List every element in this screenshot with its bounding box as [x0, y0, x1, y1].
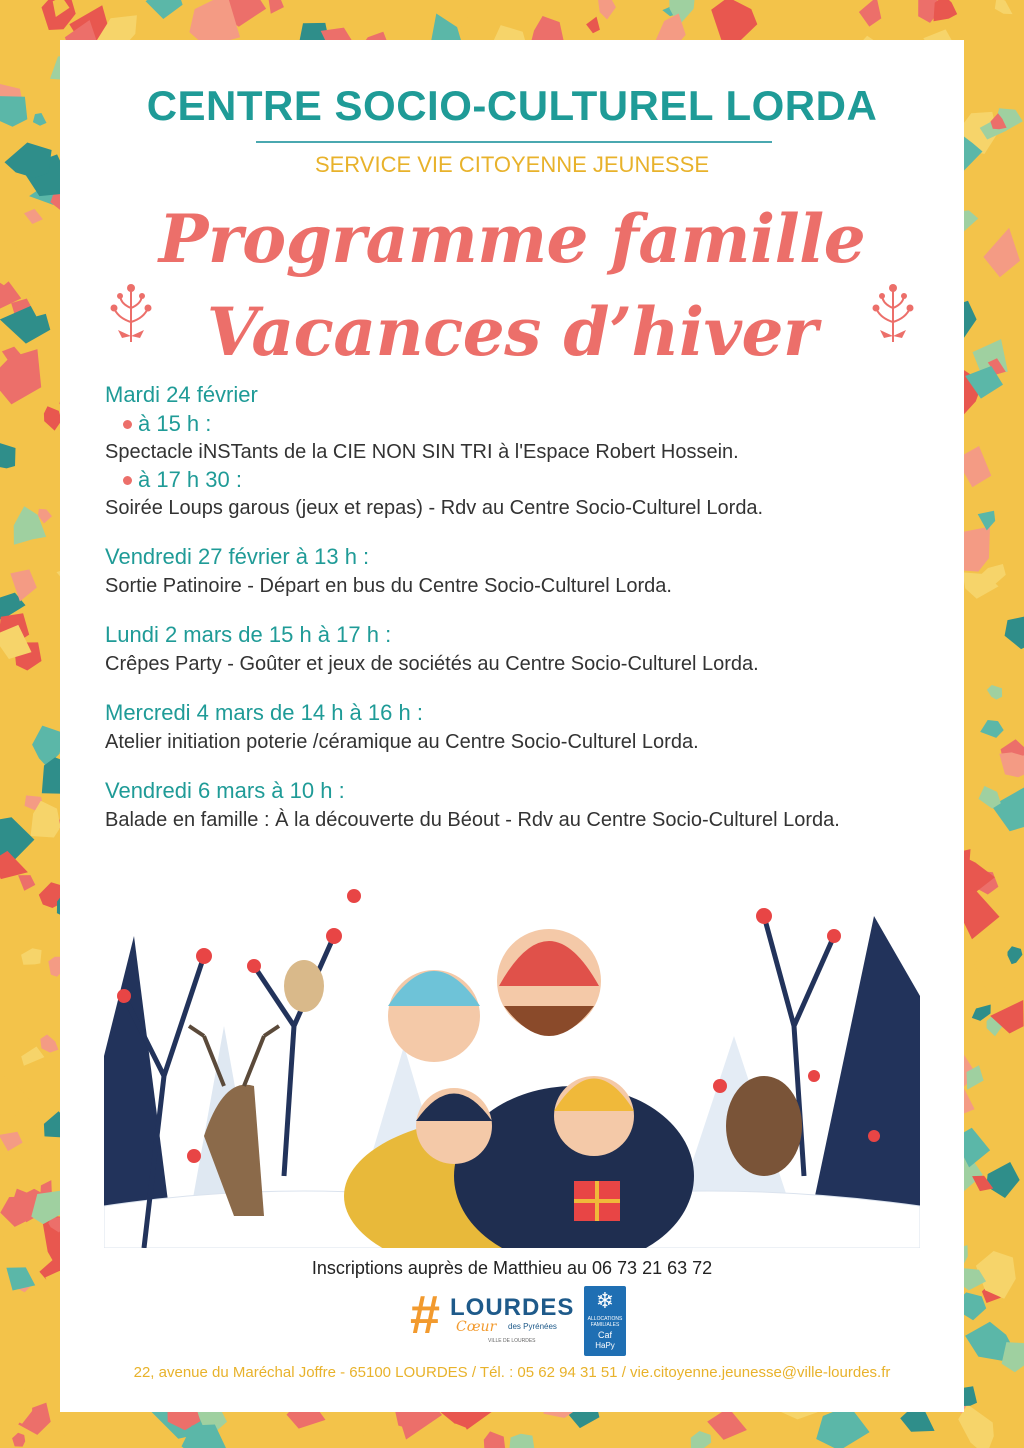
confetti-shape: [40, 1035, 58, 1053]
confetti-shape: [18, 875, 35, 891]
caf-logo: ❄ ALLOCATIONS FAMILIALES Caf HaPy: [584, 1286, 626, 1356]
confetti-shape: [0, 1132, 23, 1151]
confetti-shape: [484, 1431, 506, 1448]
registration-contact: Inscriptions auprès de Matthieu au 06 73 21 63 72: [311, 1258, 713, 1278]
confetti-shape: [146, 0, 183, 19]
confetti-shape: [598, 0, 616, 19]
confetti-shape: [509, 1434, 535, 1448]
script-title-line1: Programme famille: [158, 200, 866, 278]
event-description: Sortie Patinoire - Départ en bus du Centre Socio-Culturel Lorda.: [105, 575, 672, 597]
event-description: Spectacle iNSTants de la CIE NON SIN TRI à l'Espace Robert Hossein.: [105, 441, 739, 463]
confetti-shape: [12, 3, 29, 22]
event-item: [105, 620, 945, 678]
confetti-shape: [24, 209, 43, 224]
lourdes-logo: # LOURDES Cœur des Pyrénées VILLE DE LOURDES: [410, 1285, 575, 1345]
script-title-line2: Vacances d’hiver: [206, 293, 818, 371]
bullet-icon: [123, 476, 132, 485]
confetti-shape: [586, 17, 600, 34]
confetti-shape: [12, 1433, 25, 1447]
confetti-shape: [0, 96, 27, 127]
confetti-shape: [691, 1431, 712, 1448]
confetti-shape: [987, 685, 1002, 700]
confetti-shape: [0, 239, 27, 285]
event-description: Atelier initiation poterie /céramique au Centre Socio-Culturel Lorda.: [105, 731, 699, 753]
confetti-shape: [972, 1005, 991, 1021]
event-item: [105, 698, 945, 756]
page-title: CENTRE SOCIO-CULTUREL LORDA: [146, 82, 878, 129]
confetti-shape: [983, 228, 1020, 278]
confetti-shape: [0, 442, 16, 468]
event-time: [105, 410, 945, 438]
confetti-shape: [5, 143, 52, 179]
confetti-shape: [979, 786, 1001, 809]
confetti-shape: [1005, 614, 1024, 650]
confetti-shape: [978, 511, 996, 531]
confetti-shape: [33, 113, 47, 126]
event-item: [105, 542, 945, 600]
event-description: Soirée Loups garous (jeux et repas) - Rdv au Centre Socio-Culturel Lorda.: [105, 497, 764, 519]
confetti-shape: [10, 1150, 41, 1193]
event-date: Lundi 2 mars de 15 h à 17 h :: [105, 622, 392, 647]
confetti-shape: [21, 948, 41, 965]
event-description: Crêpes Party - Goûter et jeux de sociétés au Centre Socio-Culturel Lorda.: [105, 653, 759, 675]
confetti-shape: [934, 0, 958, 21]
event-item: [105, 380, 945, 522]
event-list: [105, 380, 945, 854]
confetti-shape: [21, 1047, 44, 1066]
confetti-shape: [269, 0, 284, 14]
event-date: Vendredi 6 mars à 10 h :: [105, 778, 345, 803]
confetti-shape: [6, 1267, 35, 1290]
confetti-shape: [711, 0, 757, 41]
event-time-label: à 17 h 30 :: [138, 467, 242, 492]
confetti-shape: [44, 406, 62, 430]
family-winter-illustration: [104, 876, 920, 1248]
bullet-icon: [123, 420, 132, 429]
event-date: Vendredi 27 février à 13 h :: [105, 544, 370, 569]
event-description: Balade en famille : À la découverte du Béout - Rdv au Centre Socio-Culturel Lorda.: [105, 809, 840, 831]
confetti-shape: [79, 1416, 108, 1448]
confetti-shape: [777, 1427, 800, 1448]
subtitle: SERVICE VIE CITOYENNE JEUNESSE: [314, 152, 710, 177]
confetti-shape: [980, 720, 1004, 738]
confetti-shape: [707, 1408, 747, 1440]
event-date: Mercredi 4 mars de 14 h à 16 h :: [105, 700, 423, 725]
confetti-shape: [859, 0, 881, 27]
title-divider: [256, 141, 772, 143]
event-time-label: à 15 h :: [138, 411, 212, 436]
confetti-shape: [995, 0, 1013, 14]
confetti-shape: [999, 752, 1024, 777]
confetti-shape: [0, 688, 11, 719]
event-time: [105, 466, 945, 494]
snowflake-icon: ❄: [595, 1288, 615, 1313]
event-date: Mardi 24 février: [105, 382, 258, 407]
poster-panel: [60, 40, 964, 1412]
confetti-shape: [58, 1425, 74, 1436]
footer-address: 22, avenue du Maréchal Joffre - 65100 LOURDES / Tél. : 05 62 94 31 51 / vie.citoyenne.jeunesse@ville-lourdes.fr: [133, 1364, 891, 1381]
event-item: [105, 776, 945, 834]
confetti-shape: [624, 1408, 664, 1448]
